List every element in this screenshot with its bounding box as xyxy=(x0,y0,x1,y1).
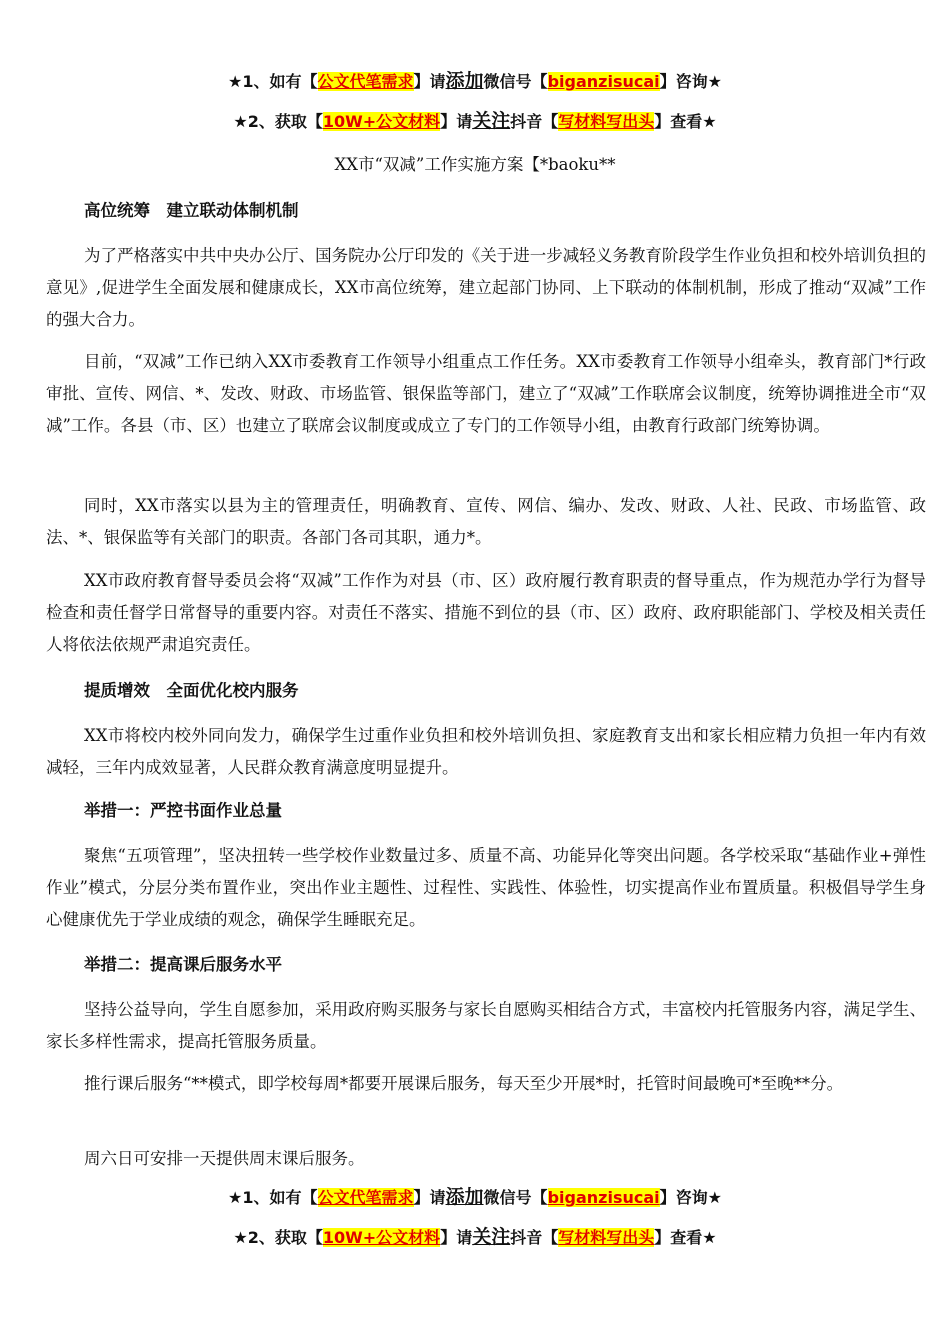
promo-line-2-footer xyxy=(0,1226,950,1249)
document-title: XX市“双减”工作实施方案【*baoku** xyxy=(334,155,616,174)
measure-heading: 举措二：提高课后服务水平 xyxy=(84,955,282,974)
promo-highlight: 写材料写出头 xyxy=(558,112,655,131)
promo-line-1 xyxy=(0,70,950,93)
promo-text: 】请 xyxy=(413,1188,446,1207)
promo-highlight: 10W+公文材料 xyxy=(322,112,441,131)
paragraph: 坚持公益导向，学生自愿参加，采用政府购买服务与家长自愿购买相结合方式，丰富校内托管服务内容，满足学生、家长多样性需求，提高托管服务质量。 xyxy=(46,1000,926,1051)
paragraph: 周六日可安排一天提供周末课后服务。 xyxy=(84,1149,365,1168)
promo-text: 微信号【 xyxy=(483,1188,548,1207)
promo-text: ★1、如有【 xyxy=(228,1188,318,1207)
promo-text: 抖音【 xyxy=(510,1228,559,1247)
promo-emphasis: 关注 xyxy=(472,110,511,132)
paragraph: 同时，XX市落实以县为主的管理责任，明确教育、宣传、网信、编办、发改、财政、人社、民政、市场监管、政法、*、银保监等有关部门的职责。各部门各司其职，通力*。 xyxy=(46,496,926,547)
promo-text: 】咨询★ xyxy=(659,1188,722,1207)
section-heading: 提质增效 全面优化校内服务 xyxy=(84,681,299,700)
paragraph: 为了严格落实中共中央办公厅、国务院办公厅印发的《关于进一步减轻义务教育阶段学生作业负担和校外培训负担的意见》,促进学生全面发展和健康成长，XX市高位统筹，建立起部门协同、上下联动的体制机制，形成了推动“双减”工作的强大合力。 xyxy=(46,246,926,329)
promo-emphasis: 关注 xyxy=(472,1226,511,1248)
promo-emphasis: 添加 xyxy=(445,1186,484,1208)
promo-text: 】请 xyxy=(413,72,446,91)
measure-heading: 举措一：严控书面作业总量 xyxy=(84,801,282,820)
promo-text: 】查看★ xyxy=(654,1228,717,1247)
promo-text: 】咨询★ xyxy=(659,72,722,91)
promo-text: ★1、如有【 xyxy=(228,72,318,91)
promo-highlight: biganzisucai xyxy=(547,72,660,91)
paragraph: 聚焦“五项管理”，坚决扭转一些学校作业数量过多、质量不高、功能异化等突出问题。各学校采取“基础作业+弹性作业”模式，分层分类布置作业，突出作业主题性、过程性、实践性、体验性，切实提高作业布置质量。积极倡导学生身心健康优先于学业成绩的观念，确保学生睡眠充足。 xyxy=(46,846,926,929)
promo-highlight: 10W+公文材料 xyxy=(322,1228,441,1247)
promo-highlight: 公文代笔需求 xyxy=(317,72,414,91)
promo-text: 微信号【 xyxy=(483,72,548,91)
promo-text: ★2、获取【 xyxy=(233,1228,323,1247)
promo-line-1-footer xyxy=(0,1186,950,1209)
promo-highlight: 写材料写出头 xyxy=(558,1228,655,1247)
promo-emphasis: 添加 xyxy=(445,70,484,92)
promo-text: 】请 xyxy=(440,1228,473,1247)
promo-text: 】请 xyxy=(440,112,473,131)
paragraph: 目前，“双减”工作已纳入XX市委教育工作领导小组重点工作任务。XX市委教育工作领导小组牵头，教育部门*行政审批、宣传、网信、*、发改、财政、市场监管、银保监等部门，建立了“双减”工作联席会议制度，统筹协调推进全市“双减”工作。各县（市、区）也建立了联席会议制度或成立了专门的工作领导小组，由教育行政部门统筹协调。 xyxy=(46,352,926,435)
paragraph: 推行课后服务“**模式，即学校每周*都要开展课后服务，每天至少开展*时，托管时间最晚可*至晚**分。 xyxy=(84,1074,844,1093)
promo-highlight: biganzisucai xyxy=(547,1188,660,1207)
paragraph: XX市将校内校外同向发力，确保学生过重作业负担和校外培训负担、家庭教育支出和家长相应精力负担一年内有效减轻，三年内成效显著，人民群众教育满意度明显提升。 xyxy=(46,726,926,777)
promo-text: 】查看★ xyxy=(654,112,717,131)
paragraph: XX市政府教育督导委员会将“双减”工作作为对县（市、区）政府履行教育职责的督导重点，作为规范办学行为督导检查和责任督学日常督导的重要内容。对责任不落实、措施不到位的县（市、区）政府、政府职能部门、学校及相关责任人将依法依规严肃追究责任。 xyxy=(46,571,926,654)
section-heading: 高位统筹 建立联动体制机制 xyxy=(84,201,299,220)
promo-highlight: 公文代笔需求 xyxy=(317,1188,414,1207)
promo-line-2 xyxy=(0,110,950,133)
promo-text: ★2、获取【 xyxy=(233,112,323,131)
promo-text: 抖音【 xyxy=(510,112,559,131)
